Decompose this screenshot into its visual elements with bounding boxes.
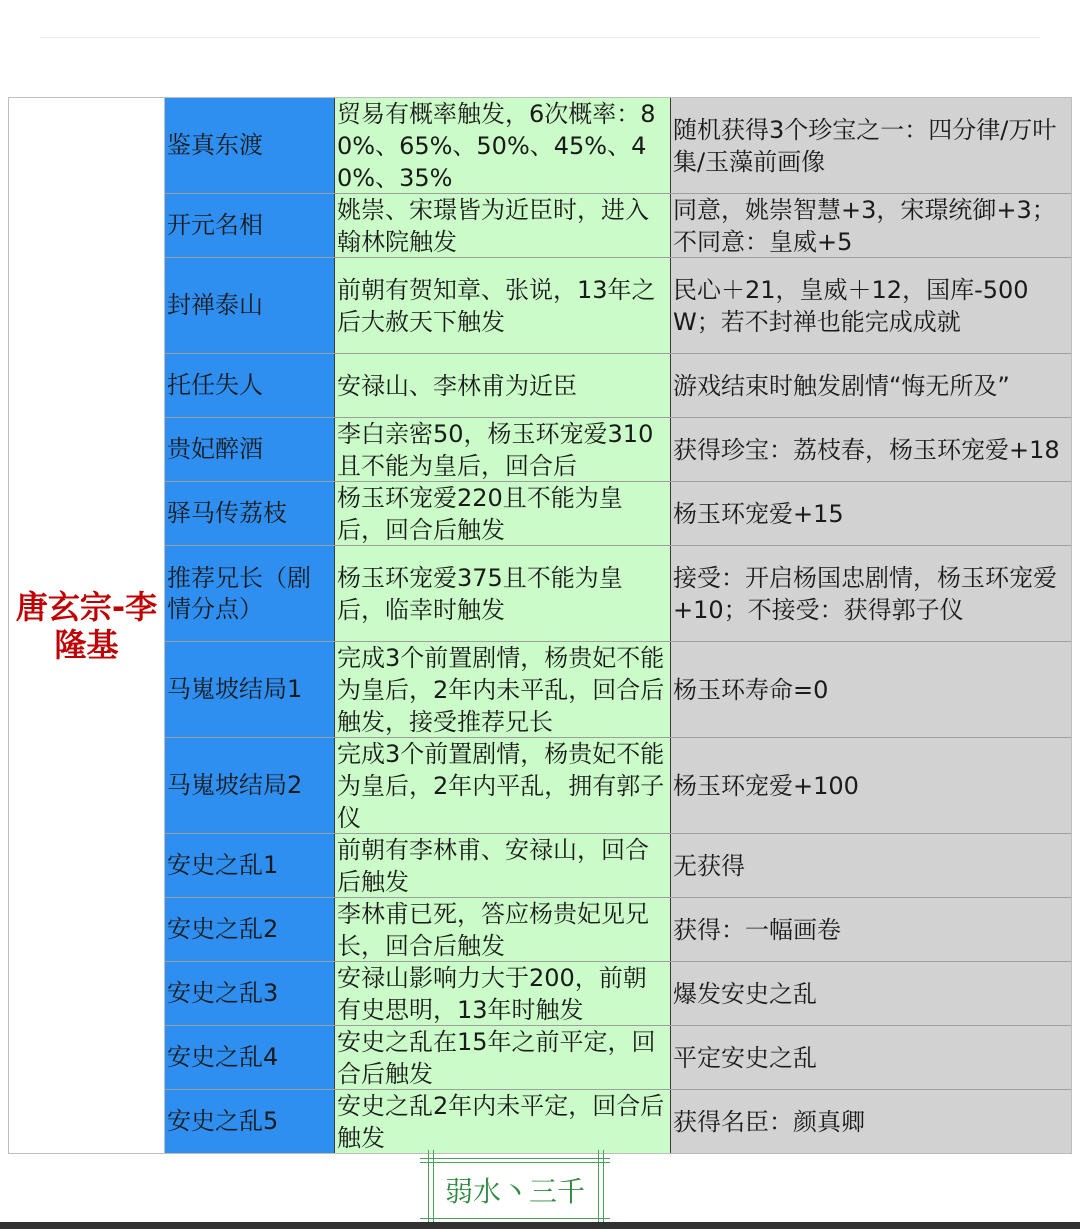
event-name: 推荐兄长（剧情分点） xyxy=(167,563,311,623)
trigger-condition: 李林甫已死，答应杨贵妃见兄长，回合后触发 xyxy=(337,899,649,960)
trigger-condition: 前朝有李林甫、安禄山，回合后触发 xyxy=(337,835,649,896)
result-cell xyxy=(671,898,1071,961)
table-row xyxy=(165,834,1071,898)
trigger-condition: 完成3个前置剧情，杨贵妃不能为皇后，2年内未平乱，回合后触发，接受推荐兄长 xyxy=(337,643,665,736)
event-result: 随机获得3个珍宝之一：四分律/万叶集/玉藻前画像 xyxy=(673,115,1057,176)
trigger-condition: 安禄山影响力大于200，前朝有史思明，13年时触发 xyxy=(337,963,647,1024)
table-row xyxy=(165,258,1071,354)
condition-cell xyxy=(335,1026,671,1089)
trigger-condition: 李白亲密50，杨玉环宠爱310且不能为皇后，回合后 xyxy=(337,419,654,480)
table-body xyxy=(165,98,1071,1153)
event-result: 杨玉环宠爱+15 xyxy=(673,499,844,528)
condition-cell xyxy=(335,354,671,417)
event-cell xyxy=(165,258,335,353)
condition-cell xyxy=(335,1090,671,1153)
event-name: 马嵬坡结局1 xyxy=(167,675,303,703)
result-cell xyxy=(671,738,1071,833)
result-cell xyxy=(671,482,1071,545)
result-cell xyxy=(671,418,1071,481)
condition-cell xyxy=(335,898,671,961)
table-row xyxy=(165,962,1071,1026)
result-cell xyxy=(671,642,1071,737)
watermark-line xyxy=(420,1158,610,1159)
condition-cell xyxy=(335,258,671,353)
event-result: 杨玉环寿命=0 xyxy=(673,675,829,704)
condition-cell xyxy=(335,194,671,257)
event-cell xyxy=(165,1026,335,1089)
event-name: 安史之乱3 xyxy=(167,979,279,1007)
event-cell xyxy=(165,898,335,961)
trigger-condition: 前朝有贺知章、张说，13年之后大赦天下触发 xyxy=(337,275,656,336)
trigger-condition: 安史之乱在15年之前平定，回合后触发 xyxy=(337,1027,656,1088)
table-row xyxy=(165,354,1071,418)
trigger-condition: 杨玉环宠爱220且不能为皇后，回合后触发 xyxy=(337,483,623,544)
event-cell xyxy=(165,98,335,193)
condition-cell xyxy=(335,482,671,545)
event-name: 托任失人 xyxy=(167,371,263,399)
condition-cell xyxy=(335,642,671,737)
event-cell xyxy=(165,834,335,897)
result-cell xyxy=(671,834,1071,897)
condition-cell xyxy=(335,546,671,641)
result-cell xyxy=(671,546,1071,641)
bottom-bar xyxy=(0,1222,1080,1229)
table-row xyxy=(165,1026,1071,1090)
event-cell xyxy=(165,642,335,737)
author-watermark xyxy=(420,1150,610,1226)
event-name: 安史之乱1 xyxy=(167,851,279,879)
event-cell xyxy=(165,546,335,641)
event-cell xyxy=(165,482,335,545)
table-row xyxy=(165,738,1071,834)
event-name: 安史之乱5 xyxy=(167,1107,279,1135)
trigger-condition: 安禄山、李林甫为近臣 xyxy=(337,371,577,400)
event-name: 安史之乱2 xyxy=(167,915,279,943)
event-result: 获得名臣：颜真卿 xyxy=(673,1107,865,1136)
result-cell xyxy=(671,258,1071,353)
trigger-condition: 姚崇、宋璟皆为近臣时，进入翰林院触发 xyxy=(337,195,649,256)
event-result: 获得：一幅画卷 xyxy=(673,915,841,944)
event-result: 游戏结束时触发剧情“悔无所及” xyxy=(673,371,1010,400)
trigger-condition: 完成3个前置剧情，杨贵妃不能为皇后，2年内平乱，拥有郭子仪 xyxy=(337,739,665,832)
event-cell xyxy=(165,354,335,417)
table-row xyxy=(165,546,1071,642)
event-result: 杨玉环宠爱+100 xyxy=(673,771,859,800)
condition-cell xyxy=(335,418,671,481)
event-result: 接受：开启杨国忠剧情，杨玉环宠爱+10；不接受：获得郭子仪 xyxy=(673,563,1057,624)
event-name: 鉴真东渡 xyxy=(167,131,263,159)
table-row xyxy=(165,98,1071,194)
top-divider xyxy=(40,37,1040,38)
table-row xyxy=(165,418,1071,482)
result-cell xyxy=(671,98,1071,193)
result-cell xyxy=(671,962,1071,1025)
watermark-line xyxy=(420,1162,610,1163)
trigger-condition: 安史之乱2年内未平定，回合后触发 xyxy=(337,1091,665,1152)
event-cell xyxy=(165,738,335,833)
condition-cell xyxy=(335,834,671,897)
event-result: 同意，姚崇智慧+3，宋璟统御+3；不同意：皇威+5 xyxy=(673,195,1056,256)
event-name: 封禅泰山 xyxy=(167,291,263,319)
event-name: 贵妃醉酒 xyxy=(167,435,263,463)
condition-cell xyxy=(335,98,671,193)
emperor-cell xyxy=(9,98,165,1153)
table-row xyxy=(165,898,1071,962)
event-name: 安史之乱4 xyxy=(167,1043,279,1071)
table-row xyxy=(165,1090,1071,1153)
event-result: 民心＋21，皇威＋12，国库-500W；若不封禅也能完成成就 xyxy=(673,275,1029,336)
event-cell xyxy=(165,418,335,481)
event-cell xyxy=(165,962,335,1025)
trigger-condition: 贸易有概率触发，6次概率：80%、65%、50%、45%、40%、35% xyxy=(337,99,656,192)
event-result: 爆发安史之乱 xyxy=(673,979,817,1008)
event-cell xyxy=(165,194,335,257)
emperor-name: 唐玄宗-李隆基 xyxy=(15,587,158,664)
condition-cell xyxy=(335,962,671,1025)
watermark-line xyxy=(420,1218,610,1219)
event-name: 驿马传荔枝 xyxy=(167,499,287,527)
event-result: 平定安史之乱 xyxy=(673,1043,817,1072)
event-table xyxy=(8,97,1072,1154)
table-row xyxy=(165,642,1071,738)
watermark-text: 弱水丶三千 xyxy=(444,1175,585,1208)
table-row xyxy=(165,482,1071,546)
result-cell xyxy=(671,1026,1071,1089)
event-result: 无获得 xyxy=(673,851,745,880)
trigger-condition: 杨玉环宠爱375且不能为皇后，临幸时触发 xyxy=(337,563,623,624)
result-cell xyxy=(671,1090,1071,1153)
event-result: 获得珍宝：荔枝春，杨玉环宠爱+18 xyxy=(673,435,1060,464)
event-cell xyxy=(165,1090,335,1153)
event-name: 开元名相 xyxy=(167,211,263,239)
result-cell xyxy=(671,194,1071,257)
table-row xyxy=(165,194,1071,258)
result-cell xyxy=(671,354,1071,417)
event-name: 马嵬坡结局2 xyxy=(167,771,303,799)
condition-cell xyxy=(335,738,671,833)
